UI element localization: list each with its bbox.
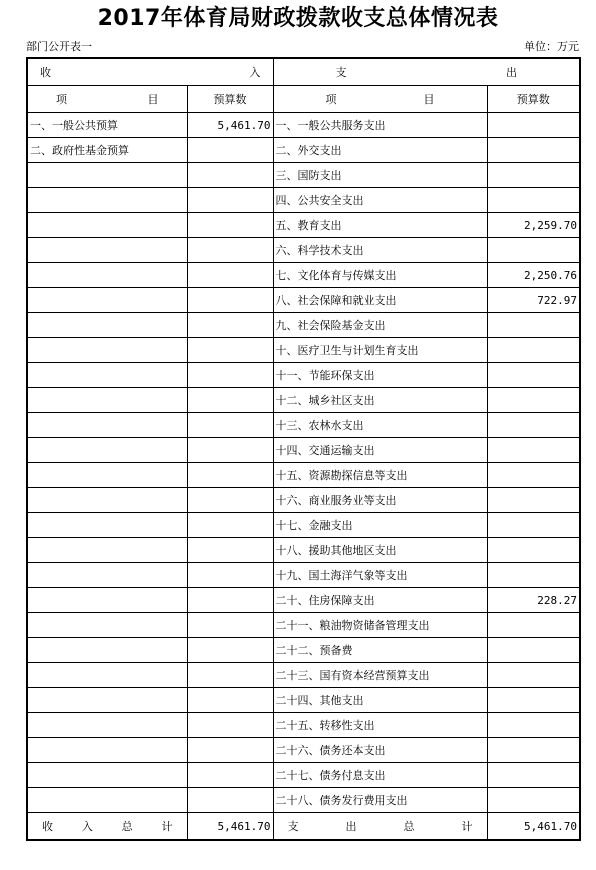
expense-amount-cell <box>487 613 580 638</box>
expense-budget-header: 预算数 <box>487 86 580 113</box>
expense-amount-cell <box>487 113 580 138</box>
table-row <box>27 613 580 638</box>
expense-item-cell: 二十一、粮油物资储备管理支出 <box>273 613 487 638</box>
income-item-cell <box>27 663 187 688</box>
income-amount-cell <box>187 288 273 313</box>
expense-amount-cell <box>487 513 580 538</box>
income-amount-cell: 5,461.70 <box>187 113 273 138</box>
expense-amount-cell <box>487 488 580 513</box>
income-amount-cell <box>187 663 273 688</box>
income-item-cell <box>27 363 187 388</box>
table-row <box>27 638 580 663</box>
expense-amount-cell <box>487 688 580 713</box>
income-amount-cell <box>187 413 273 438</box>
header-row-columns <box>27 86 580 113</box>
expense-total-label-char-2: 出 <box>345 820 357 833</box>
table-row <box>27 513 580 538</box>
document-label: 部门公开表一 <box>26 40 92 53</box>
income-header-char-2: 入 <box>249 66 261 79</box>
expense-item-cell: 十一、节能环保支出 <box>273 363 487 388</box>
expense-item-cell: 十二、城乡社区支出 <box>273 388 487 413</box>
page-title: 2017年体育局财政拨款收支总体情况表 <box>97 6 499 31</box>
expense-amount-cell <box>487 363 580 388</box>
expense-total-label <box>273 813 487 841</box>
expense-item-cell: 三、国防支出 <box>273 163 487 188</box>
income-amount-cell <box>187 213 273 238</box>
expense-item-cell: 十、医疗卫生与计划生育支出 <box>273 338 487 363</box>
expense-item-cell: 一、一般公共服务支出 <box>273 113 487 138</box>
income-amount-cell <box>187 488 273 513</box>
expense-amount-cell <box>487 338 580 363</box>
table-row <box>27 138 580 163</box>
expense-amount-cell <box>487 738 580 763</box>
income-amount-cell <box>187 538 273 563</box>
income-item-cell <box>27 438 187 463</box>
income-total-label-char-3: 总 <box>121 820 133 833</box>
income-amount-cell <box>187 563 273 588</box>
expense-item-cell: 十七、金融支出 <box>273 513 487 538</box>
income-item-cell <box>27 263 187 288</box>
income-amount-cell <box>187 338 273 363</box>
income-item-cell <box>27 388 187 413</box>
income-item-cell <box>27 238 187 263</box>
expense-total-amount: 5,461.70 <box>487 813 580 841</box>
income-amount-cell <box>187 163 273 188</box>
expense-header <box>273 58 580 86</box>
income-item-cell <box>27 513 187 538</box>
income-item-cell <box>27 463 187 488</box>
table-row <box>27 188 580 213</box>
table-row <box>27 463 580 488</box>
table-row <box>27 763 580 788</box>
expense-amount-cell <box>487 238 580 263</box>
table-row <box>27 588 580 613</box>
item-header-char-1: 项 <box>325 93 337 106</box>
expense-total-label-char-1: 支 <box>287 820 299 833</box>
expense-item-cell: 十三、农林水支出 <box>273 413 487 438</box>
income-budget-header: 预算数 <box>187 86 273 113</box>
table-row <box>27 313 580 338</box>
income-header-char-1: 收 <box>40 66 51 79</box>
income-amount-cell <box>187 388 273 413</box>
expense-item-cell: 二十七、债务付息支出 <box>273 763 487 788</box>
expense-amount-cell <box>487 438 580 463</box>
item-header-char-2: 目 <box>423 93 435 106</box>
expense-item-cell: 二十二、预备费 <box>273 638 487 663</box>
income-item-cell: 一、一般公共预算 <box>27 113 187 138</box>
income-amount-cell <box>187 238 273 263</box>
expense-item-cell: 四、公共安全支出 <box>273 188 487 213</box>
income-item-cell <box>27 488 187 513</box>
income-amount-cell <box>187 713 273 738</box>
income-amount-cell <box>187 263 273 288</box>
expense-item-cell: 二十、住房保障支出 <box>273 588 487 613</box>
expense-amount-cell <box>487 388 580 413</box>
income-total-label-char-4: 计 <box>161 820 173 833</box>
expense-item-cell: 二十六、债务还本支出 <box>273 738 487 763</box>
expense-header-char-2: 出 <box>506 66 517 79</box>
income-header <box>27 58 273 86</box>
table-row <box>27 163 580 188</box>
table-row <box>27 338 580 363</box>
expense-amount-cell <box>487 463 580 488</box>
expense-amount-cell: 2,250.76 <box>487 263 580 288</box>
income-amount-cell <box>187 138 273 163</box>
income-total-amount: 5,461.70 <box>187 813 273 841</box>
income-amount-cell <box>187 688 273 713</box>
table-row <box>27 238 580 263</box>
expense-amount-cell <box>487 763 580 788</box>
expense-item-header <box>273 86 487 113</box>
expense-amount-cell <box>487 188 580 213</box>
income-item-header <box>27 86 187 113</box>
table-row <box>27 413 580 438</box>
income-item-cell <box>27 188 187 213</box>
expense-amount-cell <box>487 713 580 738</box>
income-item-cell <box>27 588 187 613</box>
income-amount-cell <box>187 788 273 813</box>
income-item-cell <box>27 288 187 313</box>
expense-item-cell: 六、科学技术支出 <box>273 238 487 263</box>
table-row <box>27 788 580 813</box>
income-item-cell <box>27 613 187 638</box>
expense-amount-cell: 228.27 <box>487 588 580 613</box>
expense-item-cell: 二十八、债务发行费用支出 <box>273 788 487 813</box>
expense-item-cell: 二十四、其他支出 <box>273 688 487 713</box>
income-amount-cell <box>187 463 273 488</box>
table-row <box>27 538 580 563</box>
item-header-char-1: 项 <box>56 93 67 106</box>
income-amount-cell <box>187 363 273 388</box>
expense-amount-cell <box>487 313 580 338</box>
income-total-label-char-2: 入 <box>81 820 93 833</box>
expense-item-cell: 二十三、国有资本经营预算支出 <box>273 663 487 688</box>
expense-amount-cell <box>487 563 580 588</box>
income-item-cell <box>27 338 187 363</box>
expense-amount-cell <box>487 638 580 663</box>
table-row <box>27 363 580 388</box>
total-row <box>27 813 580 841</box>
income-total-label-char-1: 收 <box>42 820 53 833</box>
table-row <box>27 213 580 238</box>
expense-item-cell: 十八、援助其他地区支出 <box>273 538 487 563</box>
income-item-cell <box>27 413 187 438</box>
expense-item-cell: 二十五、转移性支出 <box>273 713 487 738</box>
expense-amount-cell: 2,259.70 <box>487 213 580 238</box>
unit-label: 单位：万元 <box>524 40 579 53</box>
expense-item-cell: 十九、国土海洋气象等支出 <box>273 563 487 588</box>
table-row <box>27 738 580 763</box>
expense-amount-cell <box>487 538 580 563</box>
income-amount-cell <box>187 438 273 463</box>
item-header-char-2: 目 <box>147 93 159 106</box>
income-item-cell <box>27 563 187 588</box>
expense-item-cell: 七、文化体育与传媒支出 <box>273 263 487 288</box>
expense-amount-cell <box>487 788 580 813</box>
income-amount-cell <box>187 613 273 638</box>
expense-item-cell: 十四、交通运输支出 <box>273 438 487 463</box>
table-row <box>27 438 580 463</box>
income-total-label <box>27 813 187 841</box>
expense-item-cell: 九、社会保险基金支出 <box>273 313 487 338</box>
income-amount-cell <box>187 588 273 613</box>
expense-item-cell: 十五、资源勘探信息等支出 <box>273 463 487 488</box>
table-row <box>27 288 580 313</box>
expense-amount-cell <box>487 163 580 188</box>
table-row <box>27 713 580 738</box>
table-row <box>27 263 580 288</box>
header-row-income-expense <box>27 58 580 86</box>
income-item-cell <box>27 538 187 563</box>
table-row <box>27 688 580 713</box>
income-item-cell <box>27 713 187 738</box>
budget-table <box>26 57 581 841</box>
income-amount-cell <box>187 513 273 538</box>
income-item-cell <box>27 763 187 788</box>
expense-item-cell: 二、外交支出 <box>273 138 487 163</box>
expense-item-cell: 五、教育支出 <box>273 213 487 238</box>
table-row <box>27 663 580 688</box>
expense-item-cell: 八、社会保障和就业支出 <box>273 288 487 313</box>
expense-amount-cell <box>487 413 580 438</box>
expense-total-label-char-3: 总 <box>403 820 415 833</box>
income-amount-cell <box>187 738 273 763</box>
income-amount-cell <box>187 188 273 213</box>
income-item-cell <box>27 788 187 813</box>
expense-amount-cell: 722.97 <box>487 288 580 313</box>
table-row <box>27 113 580 138</box>
income-amount-cell <box>187 763 273 788</box>
income-item-cell <box>27 688 187 713</box>
expense-amount-cell <box>487 663 580 688</box>
income-item-cell <box>27 313 187 338</box>
expense-amount-cell <box>487 138 580 163</box>
income-item-cell: 二、政府性基金预算 <box>27 138 187 163</box>
income-item-cell <box>27 738 187 763</box>
expense-item-cell: 十六、商业服务业等支出 <box>273 488 487 513</box>
income-amount-cell <box>187 313 273 338</box>
income-item-cell <box>27 638 187 663</box>
expense-header-char-1: 支 <box>335 66 347 79</box>
table-row <box>27 488 580 513</box>
table-row <box>27 388 580 413</box>
income-item-cell <box>27 213 187 238</box>
income-item-cell <box>27 163 187 188</box>
table-row <box>27 563 580 588</box>
income-amount-cell <box>187 638 273 663</box>
expense-total-label-char-4: 计 <box>461 820 473 833</box>
